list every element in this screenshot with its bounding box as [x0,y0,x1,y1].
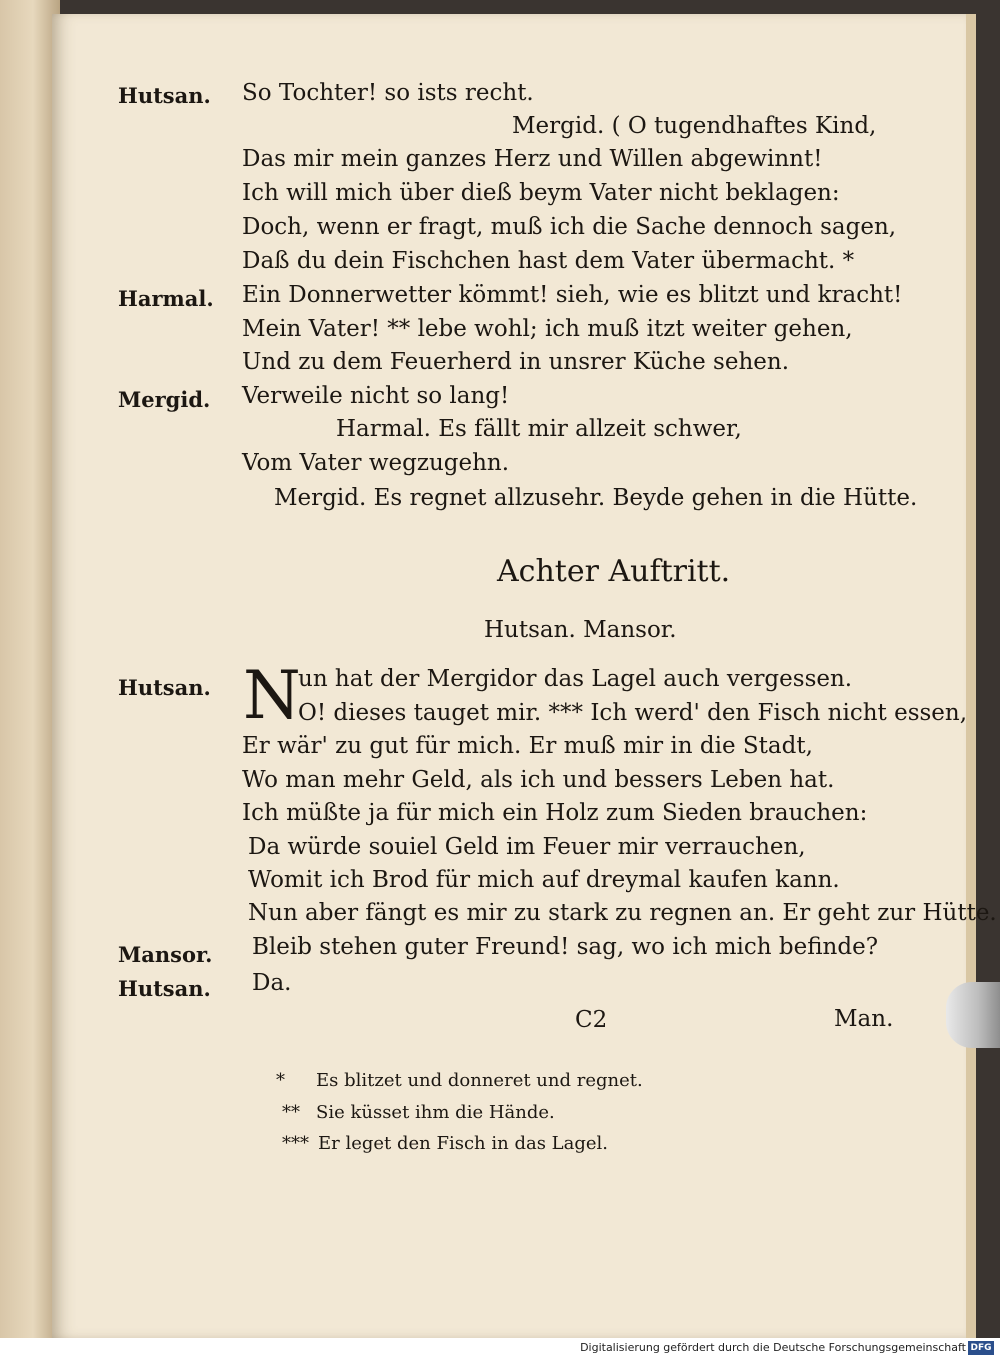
page-edge [966,14,976,1338]
footnote-text: Er leget den Fisch in das Lagel. [318,1133,608,1154]
verse-line: Ein Donnerwetter kömmt! sieh, wie es blitzt und kracht! [242,282,903,308]
verse-line: Doch, wenn er fragt, muß ich die Sache dennoch sagen, [242,214,897,240]
footnote-mark: *** [282,1133,309,1154]
catchword: Man. [834,1006,894,1032]
verse-line: Da würde souiel Geld im Feuer mir verrauchen, [248,834,806,860]
speaker-label: Hutsan. [118,675,211,700]
verse-line: Verweile nicht so lang! [242,383,510,409]
verse-line: So Tochter! so ists recht. [242,80,534,106]
verse-line: Mergid. ( O tugendhaftes Kind, [512,113,877,139]
verse-line: Mergid. Es regnet allzusehr. Beyde gehen in die Hütte. [274,485,918,511]
verse-line: Ich müßte ja für mich ein Holz zum Sieden brauchen: [242,800,868,826]
verse-line: Und zu dem Feuerherd in unsrer Küche sehen. [242,349,790,375]
footnote-text: Sie küsset ihm die Hände. [316,1102,555,1123]
verse-line: Mein Vater! ** lebe wohl; ich muß itzt weiter gehen, [242,316,853,342]
speaker-label: Hutsan. [118,83,211,108]
speaker-label: Harmal. [118,286,214,311]
book-clamp [946,982,1000,1048]
facing-page-edge [0,0,60,1338]
verse-line: Nun aber fängt es mir zu stark zu regnen an. Er geht zur Hütte. [248,900,997,926]
scene-heading: Achter Auftritt. [497,554,731,589]
speaker-label: Hutsan. [118,976,211,1001]
verse-line: Harmal. Es fällt mir allzeit schwer, [336,416,742,442]
dfg-logo-icon: DFG [968,1341,994,1355]
verse-line: Wo man mehr Geld, als ich und bessers Leben hat. [242,767,835,793]
verse-line: Bleib stehen guter Freund! sag, wo ich mich befinde? [252,934,879,960]
scene-characters: Hutsan. Mansor. [484,617,677,643]
verse-line: Womit ich Brod für mich auf dreymal kaufen kann. [248,867,840,893]
verse-line: Das mir mein ganzes Herz und Willen abgewinnt! [242,146,823,172]
funding-credit: Digitalisierung gefördert durch die Deutsche Forschungsgemeinschaft [580,1341,966,1354]
drop-cap: N [243,657,301,734]
verse-line: Er wär' zu gut für mich. Er muß mir in die Stadt, [242,733,813,759]
verse-line: Daß du dein Fischchen hast dem Vater übermacht. * [242,248,855,274]
verse-line: Vom Vater wegzugehn. [242,450,510,476]
footnote-text: Es blitzet und donneret und regnet. [316,1070,643,1091]
verse-line: O! dieses tauget mir. *** Ich werd' den Fisch nicht essen, [298,700,968,726]
footnote-mark: ** [282,1102,300,1123]
verse-line: Da. [252,970,292,996]
speaker-label: Mansor. [118,942,213,967]
verse-line: un hat der Mergidor das Lagel auch vergessen. [298,666,853,692]
footnote-mark: * [276,1070,285,1091]
speaker-label: Mergid. [118,387,211,412]
verse-line: Ich will mich über dieß beym Vater nicht beklagen: [242,180,840,206]
signature-mark: C2 [575,1007,608,1033]
